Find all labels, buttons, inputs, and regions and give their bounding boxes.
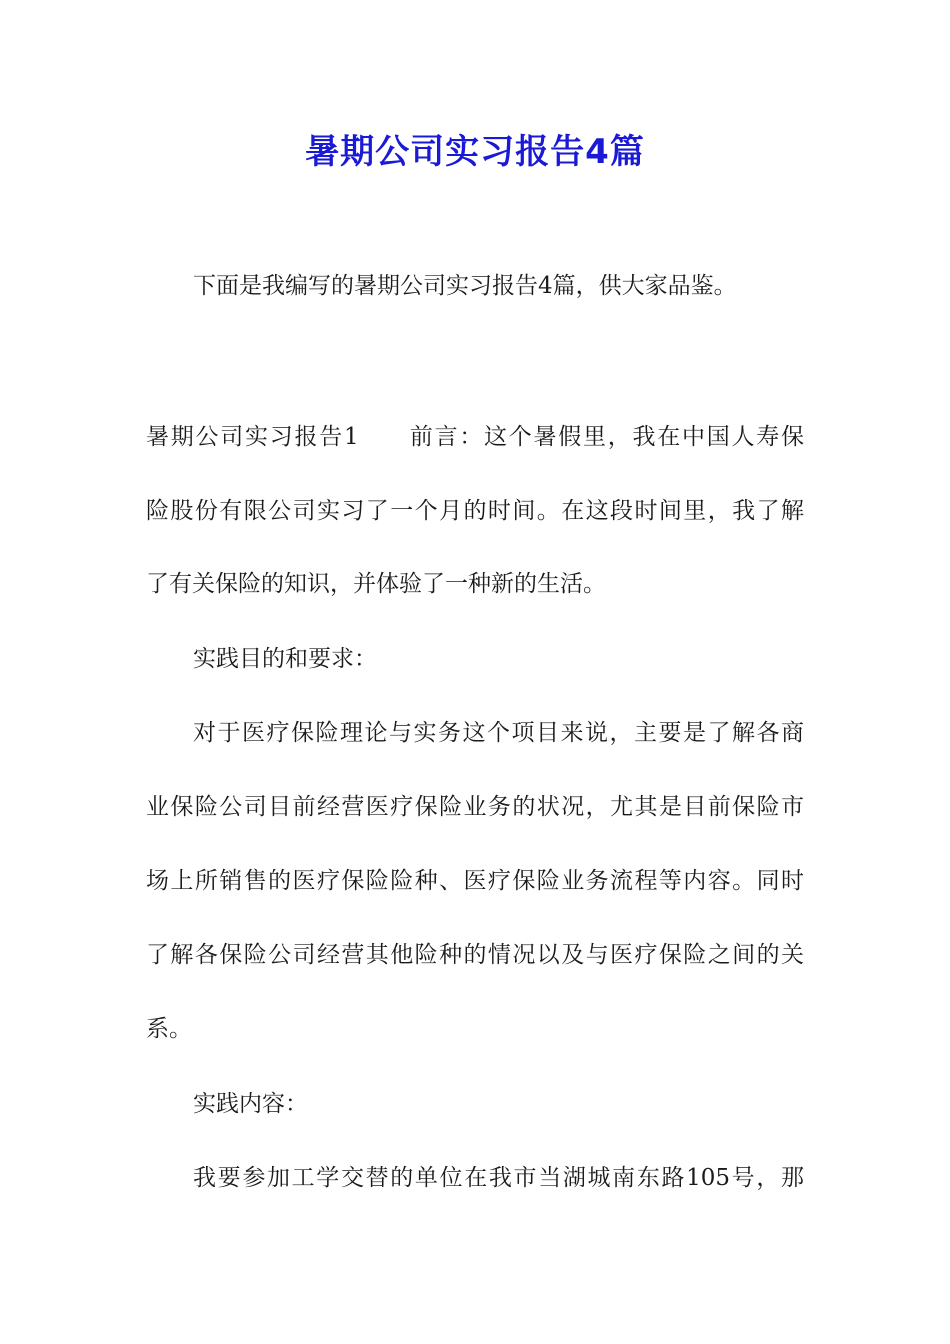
body-line: 暑期公司实习报告1 前言：这个暑假里，我在中国人寿保 [146, 424, 804, 450]
section-heading: 实践目的和要求： [193, 646, 377, 672]
body-line: 业保险公司目前经营医疗保险业务的状况，尤其是目前保险市 [146, 794, 804, 820]
body-line: 我要参加工学交替的单位在我市当湖城南东路105号，那 [193, 1165, 804, 1191]
body-line: 场上所销售的医疗保险险种、医疗保险业务流程等内容。同时 [146, 868, 804, 894]
document-title: 暑期公司实习报告4篇 [305, 132, 645, 172]
body-line: 对于医疗保险理论与实务这个项目来说，主要是了解各商 [193, 720, 804, 746]
body-line: 了解各保险公司经营其他险种的情况以及与医疗保险之间的关 [146, 942, 804, 968]
body-line: 系。 [146, 1016, 192, 1042]
intro-paragraph: 下面是我编写的暑期公司实习报告4篇，供大家品鉴。 [193, 273, 737, 299]
body-line: 险股份有限公司实习了一个月的时间。在这段时间里，我了解 [146, 498, 804, 524]
section-heading: 实践内容： [193, 1091, 308, 1117]
body-line: 了有关保险的知识，并体验了一种新的生活。 [146, 571, 606, 597]
